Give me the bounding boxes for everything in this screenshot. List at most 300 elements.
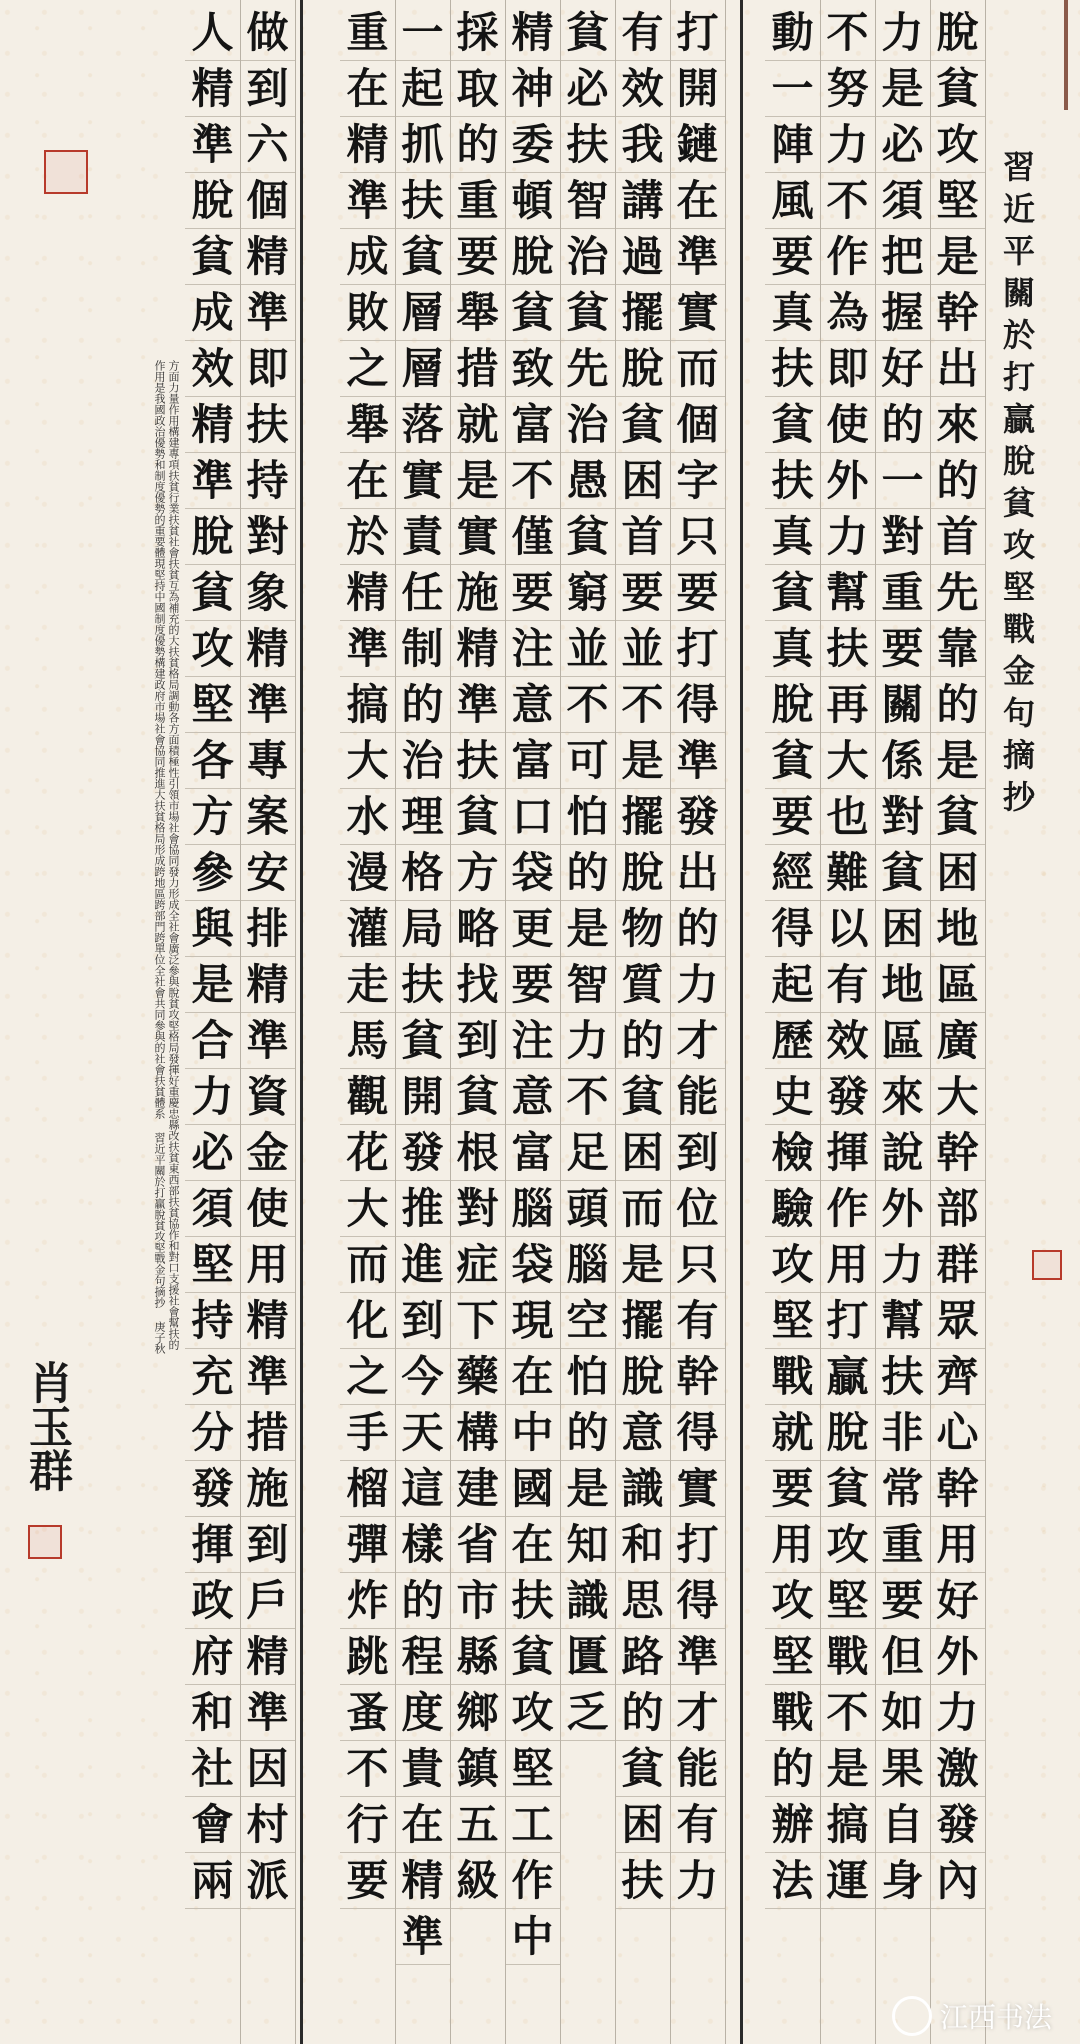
calligraphy-character: 物 [621,904,664,953]
calligraphy-character: 識 [566,1576,609,1625]
calligraphy-character: 努 [826,64,869,113]
calligraphy-character: 袋 [511,1240,554,1289]
calligraphy-character: 精 [511,8,554,57]
calligraphy-character: 度 [401,1688,444,1737]
calligraphy-character: 力 [936,1688,979,1737]
calligraphy-character: 下 [456,1296,499,1345]
calligraphy-character: 找 [456,960,499,1009]
calligraphy-character: 到 [401,1296,444,1345]
calligraphy-character: 的 [401,680,444,729]
calligraphy-character: 是 [936,232,979,281]
calligraphy-character: 人 [191,8,234,57]
calligraphy-character: 力 [881,8,924,57]
calligraphy-character: 攻 [511,1688,554,1737]
text-column [450,0,506,2044]
calligraphy-character: 不 [346,1744,389,1793]
calligraphy-character: 準 [346,176,389,225]
calligraphy-character: 的 [456,120,499,169]
calligraphy-character: 非 [881,1408,924,1457]
calligraphy-character: 貧 [456,1072,499,1121]
calligraphy-character: 發 [401,1128,444,1177]
calligraphy-character: 力 [676,960,719,1009]
calligraphy-character: 路 [621,1632,664,1681]
calligraphy-character: 必 [191,1128,234,1177]
calligraphy-character: 的 [401,1576,444,1625]
calligraphy-character: 理 [401,792,444,841]
calligraphy-character: 舉 [456,288,499,337]
calligraphy-character: 部 [936,1184,979,1233]
calligraphy-character: 堅 [826,1576,869,1625]
calligraphy-character: 在 [676,176,719,225]
calligraphy-character: 廣 [936,1016,979,1065]
text-column [765,0,821,2044]
calligraphy-character: 扶 [511,1576,554,1625]
calligraphy-character: 在 [346,456,389,505]
watermark-label: 江西书法 [939,2001,1052,2034]
calligraphy-character: 貧 [881,848,924,897]
calligraphy-character: 貧 [621,400,664,449]
calligraphy-character: 馬 [346,1016,389,1065]
calligraphy-character: 得 [676,1408,719,1457]
calligraphy-character: 扶 [826,624,869,673]
calligraphy-character: 也 [826,792,869,841]
calligraphy-character: 堅 [771,1296,814,1345]
calligraphy-character: 開 [401,1072,444,1121]
section-divider-right [740,0,743,2044]
calligraphy-character: 分 [191,1408,234,1457]
calligraphy-character: 村 [246,1800,289,1849]
calligraphy-character: 擺 [621,288,664,337]
calligraphy-character: 作 [511,1856,554,1905]
calligraphy-character: 彈 [346,1520,389,1569]
calligraphy-character: 不 [566,680,609,729]
calligraphy-character: 注 [511,1016,554,1065]
calligraphy-character: 力 [826,120,869,169]
calligraphy-character: 法 [771,1856,814,1905]
calligraphy-character: 富 [511,400,554,449]
calligraphy-character: 和 [191,1688,234,1737]
calligraphy-character: 注 [511,624,554,673]
calligraphy-character: 與 [191,904,234,953]
calligraphy-character: 貴 [401,1744,444,1793]
calligraphy-character: 用 [826,1240,869,1289]
text-column [185,0,241,2044]
calligraphy-character: 打 [826,1296,869,1345]
calligraphy-character: 中 [511,1408,554,1457]
calligraphy-character: 治 [566,400,609,449]
calligraphy-character: 對 [881,792,924,841]
calligraphy-character: 怕 [566,792,609,841]
calligraphy-character: 擺 [621,1296,664,1345]
calligraphy-character: 貧 [771,568,814,617]
calligraphy-character: 脫 [621,1352,664,1401]
calligraphy-character: 脫 [511,232,554,281]
calligraphy-character: 只 [676,1240,719,1289]
calligraphy-character: 區 [936,960,979,1009]
calligraphy-character: 幹 [936,1464,979,1513]
calligraphy-character: 富 [511,736,554,785]
calligraphy-character: 位 [676,1184,719,1233]
calligraphy-character: 是 [566,1464,609,1513]
calligraphy-character: 要 [346,1856,389,1905]
calligraphy-character: 才 [676,1016,719,1065]
calligraphy-character: 中 [511,1912,554,1961]
calligraphy-character: 省 [456,1520,499,1569]
calligraphy-character: 的 [676,904,719,953]
calligraphy-character: 是 [826,1744,869,1793]
calligraphy-character: 大 [826,736,869,785]
calligraphy-character: 腦 [566,1240,609,1289]
calligraphy-character: 扶 [881,1352,924,1401]
calligraphy-character: 更 [511,904,554,953]
calligraphy-character: 精 [346,568,389,617]
calligraphy-character: 走 [346,960,389,1009]
calligraphy-character: 委 [511,120,554,169]
calligraphy-character: 幫 [881,1296,924,1345]
calligraphy-character: 搞 [346,680,389,729]
calligraphy-character: 準 [456,680,499,729]
calligraphy-character: 到 [246,64,289,113]
calligraphy-character: 開 [676,64,719,113]
calligraphy-character: 層 [401,288,444,337]
calligraphy-character: 戰 [771,1688,814,1737]
calligraphy-character: 搞 [826,1800,869,1849]
calligraphy-character: 腦 [511,1184,554,1233]
calligraphy-character: 效 [826,1016,869,1065]
calligraphy-character: 作 [826,232,869,281]
calligraphy-character: 做 [246,8,289,57]
calligraphy-character: 字 [676,456,719,505]
calligraphy-character: 大 [346,1184,389,1233]
calligraphy-character: 責 [401,512,444,561]
calligraphy-character: 這 [401,1464,444,1513]
calligraphy-character: 縣 [456,1632,499,1681]
calligraphy-character: 發 [826,1072,869,1121]
text-column [670,0,726,2044]
calligraphy-character: 脫 [191,512,234,561]
calligraphy-character: 花 [346,1128,389,1177]
calligraphy-character: 而 [676,344,719,393]
calligraphy-character: 的 [621,1016,664,1065]
calligraphy-character: 措 [246,1408,289,1457]
calligraphy-character: 打 [676,8,719,57]
calligraphy-character: 激 [936,1744,979,1793]
calligraphy-character: 之 [346,1352,389,1401]
calligraphy-character: 關 [881,680,924,729]
calligraphy-character: 作 [826,1184,869,1233]
text-column [340,0,396,2044]
calligraphy-character: 齊 [936,1352,979,1401]
calligraphy-character: 智 [566,960,609,1009]
calligraphy-character: 舉 [346,400,389,449]
calligraphy-character: 力 [826,512,869,561]
calligraphy-character: 今 [401,1352,444,1401]
calligraphy-character: 貧 [771,736,814,785]
calligraphy-character: 持 [246,456,289,505]
section-divider-left [300,0,303,2044]
calligraphy-character: 任 [401,568,444,617]
calligraphy-character: 堅 [191,680,234,729]
calligraphy-character: 如 [881,1688,924,1737]
calligraphy-character: 怕 [566,1352,609,1401]
calligraphy-character: 困 [621,456,664,505]
calligraphy-character: 身 [881,1856,924,1905]
calligraphy-character: 成 [346,232,389,281]
calligraphy-character: 準 [676,232,719,281]
calligraphy-character: 貧 [456,792,499,841]
calligraphy-character: 到 [456,1016,499,1065]
calligraphy-character: 先 [566,344,609,393]
calligraphy-character: 一 [401,8,444,57]
calligraphy-character: 準 [401,1912,444,1961]
calligraphy-character: 脫 [771,680,814,729]
calligraphy-character: 自 [881,1800,924,1849]
calligraphy-character: 檢 [771,1128,814,1177]
calligraphy-character: 史 [771,1072,814,1121]
calligraphy-character: 效 [191,344,234,393]
calligraphy-character: 準 [676,1632,719,1681]
text-column [505,0,561,2044]
calligraphy-character: 化 [346,1296,389,1345]
calligraphy-character: 貧 [566,8,609,57]
calligraphy-character: 力 [881,1240,924,1289]
calligraphy-character: 派 [246,1856,289,1905]
calligraphy-character: 精 [191,64,234,113]
calligraphy-character: 必 [566,64,609,113]
calligraphy-character: 真 [771,288,814,337]
calligraphy-character: 精 [401,1856,444,1905]
calligraphy-character: 脫 [621,344,664,393]
calligraphy-character: 以 [826,904,869,953]
calligraphy-character: 先 [936,568,979,617]
calligraphy-character: 有 [676,1800,719,1849]
red-seal-right [1032,1250,1062,1280]
calligraphy-character: 愚 [566,456,609,505]
red-seal-top [44,150,88,194]
calligraphy-character: 戰 [826,1632,869,1681]
calligraphy-character: 敗 [346,288,389,337]
calligraphy-character: 袋 [511,848,554,897]
calligraphy-character: 精 [246,1632,289,1681]
calligraphy-character: 精 [246,624,289,673]
calligraphy-character: 貧 [936,64,979,113]
calligraphy-character: 實 [676,288,719,337]
calligraphy-character: 有 [826,960,869,1009]
calligraphy-character: 大 [346,736,389,785]
calligraphy-character: 五 [456,1800,499,1849]
calligraphy-character: 個 [246,176,289,225]
calligraphy-character: 蚤 [346,1688,389,1737]
calligraphy-character: 困 [881,904,924,953]
calligraphy-character: 扶 [401,176,444,225]
calligraphy-character: 的 [936,680,979,729]
calligraphy-character: 不 [621,680,664,729]
calligraphy-character: 六 [246,120,289,169]
calligraphy-character: 成 [191,288,234,337]
calligraphy-character: 各 [191,736,234,785]
calligraphy-character: 合 [191,1016,234,1065]
calligraphy-character: 精 [246,960,289,1009]
calligraphy-character: 於 [346,512,389,561]
calligraphy-character: 取 [456,64,499,113]
calligraphy-character: 構 [456,1408,499,1457]
calligraphy-character: 準 [246,1688,289,1737]
calligraphy-character: 空 [566,1296,609,1345]
calligraphy-character: 安 [246,848,289,897]
calligraphy-character: 為 [826,288,869,337]
calligraphy-character: 首 [621,512,664,561]
calligraphy-character: 貧 [511,1632,554,1681]
calligraphy-character: 精 [456,624,499,673]
calligraphy-character: 制 [401,624,444,673]
calligraphy-character: 用 [936,1520,979,1569]
calligraphy-character: 鎮 [456,1744,499,1793]
calligraphy-character: 政 [191,1576,234,1625]
calligraphy-character: 脫 [936,8,979,57]
calligraphy-character: 一 [771,64,814,113]
calligraphy-character: 對 [246,512,289,561]
calligraphy-character: 工 [511,1800,554,1849]
calligraphy-character: 動 [771,8,814,57]
calligraphy-character: 重 [346,8,389,57]
calligraphy-character: 並 [621,624,664,673]
calligraphy-character: 要 [771,1464,814,1513]
calligraphy-character: 首 [936,512,979,561]
calligraphy-character: 歷 [771,1016,814,1065]
calligraphy-character: 在 [511,1352,554,1401]
calligraphy-character: 辦 [771,1800,814,1849]
calligraphy-character: 神 [511,64,554,113]
calligraphy-character: 貧 [621,1744,664,1793]
calligraphy-character: 不 [826,8,869,57]
calligraphy-character: 就 [771,1408,814,1457]
calligraphy-character: 貧 [511,288,554,337]
calligraphy-character: 幫 [826,568,869,617]
calligraphy-character: 戰 [771,1352,814,1401]
calligraphy-character: 準 [246,288,289,337]
calligraphy-character: 的 [566,1408,609,1457]
calligraphy-character: 天 [401,1408,444,1457]
calligraphy-character: 困 [621,1128,664,1177]
calligraphy-character: 要 [771,232,814,281]
calligraphy-character: 參 [191,848,234,897]
calligraphy-character: 行 [346,1800,389,1849]
calligraphy-character: 精 [346,120,389,169]
calligraphy-character: 灌 [346,904,389,953]
calligraphy-character: 不 [511,456,554,505]
calligraphy-character: 智 [566,176,609,225]
calligraphy-character: 貧 [566,288,609,337]
calligraphy-character: 起 [401,64,444,113]
calligraphy-character: 即 [246,344,289,393]
calligraphy-character: 在 [346,64,389,113]
calligraphy-character: 貧 [191,568,234,617]
calligraphy-character: 市 [456,1576,499,1625]
calligraphy-character: 幹 [936,288,979,337]
calligraphy-character: 方 [191,792,234,841]
calligraphy-character: 係 [881,736,924,785]
calligraphy-character: 是 [456,456,499,505]
calligraphy-character: 治 [566,232,609,281]
calligraphy-character: 而 [346,1240,389,1289]
calligraphy-character: 重 [456,176,499,225]
calligraphy-character: 能 [676,1744,719,1793]
calligraphy-character: 貧 [191,232,234,281]
calligraphy-character: 貧 [401,1016,444,1065]
calligraphy-character: 手 [346,1408,389,1457]
calligraphy-character: 使 [246,1184,289,1233]
calligraphy-character: 但 [881,1632,924,1681]
calligraphy-character: 用 [771,1520,814,1569]
calligraphy-character: 地 [881,960,924,1009]
calligraphy-character: 力 [566,1016,609,1065]
calligraphy-character: 案 [246,792,289,841]
calligraphy-character: 發 [936,1800,979,1849]
calligraphy-character: 精 [191,400,234,449]
calligraphy-character: 要 [456,232,499,281]
calligraphy-character: 重 [881,1520,924,1569]
calligraphy-character: 經 [771,848,814,897]
calligraphy-character: 是 [881,64,924,113]
calligraphy-character: 驗 [771,1184,814,1233]
calligraphy-character: 揮 [191,1520,234,1569]
calligraphy-character: 兩 [191,1856,234,1905]
calligraphy-character: 因 [246,1744,289,1793]
calligraphy-character: 使 [826,400,869,449]
calligraphy-character: 觀 [346,1072,389,1121]
calligraphy-character: 扶 [456,736,499,785]
calligraphy-character: 心 [936,1408,979,1457]
calligraphy-character: 級 [456,1856,499,1905]
calligraphy-character: 打 [676,624,719,673]
calligraphy-character: 要 [881,1576,924,1625]
calligraphy-character: 藥 [456,1352,499,1401]
calligraphy-character: 口 [511,792,554,841]
calligraphy-character: 頭 [566,1184,609,1233]
calligraphy-character: 得 [771,904,814,953]
calligraphy-character: 乏 [566,1688,609,1737]
calligraphy-character: 準 [246,1016,289,1065]
calligraphy-character: 講 [621,176,664,225]
edge-accent-line [1064,0,1068,110]
calligraphy-character: 準 [676,736,719,785]
calligraphy-character: 扶 [621,1856,664,1905]
calligraphy-character: 榴 [346,1464,389,1513]
calligraphy-character: 可 [566,736,609,785]
calligraphy-character: 建 [456,1464,499,1513]
calligraphy-character: 金 [246,1128,289,1177]
calligraphy-character: 貧 [826,1464,869,1513]
calligraphy-character: 擺 [621,792,664,841]
calligraphy-character: 識 [621,1464,664,1513]
calligraphy-character: 充 [191,1352,234,1401]
calligraphy-character: 內 [936,1856,979,1905]
calligraphy-character: 府 [191,1632,234,1681]
calligraphy-character: 格 [401,848,444,897]
calligraphy-character: 社 [191,1744,234,1793]
calligraphy-character: 鄉 [456,1688,499,1737]
text-column [395,0,451,2044]
calligraphy-character: 致 [511,344,554,393]
calligraphy-character: 準 [246,1352,289,1401]
calligraphy-character: 真 [771,512,814,561]
calligraphy-character: 不 [826,1688,869,1737]
calligraphy-character: 施 [456,568,499,617]
calligraphy-character: 會 [191,1800,234,1849]
calligraphy-character: 質 [621,960,664,1009]
calligraphy-character: 精 [246,232,289,281]
calligraphy-character: 常 [881,1464,924,1513]
